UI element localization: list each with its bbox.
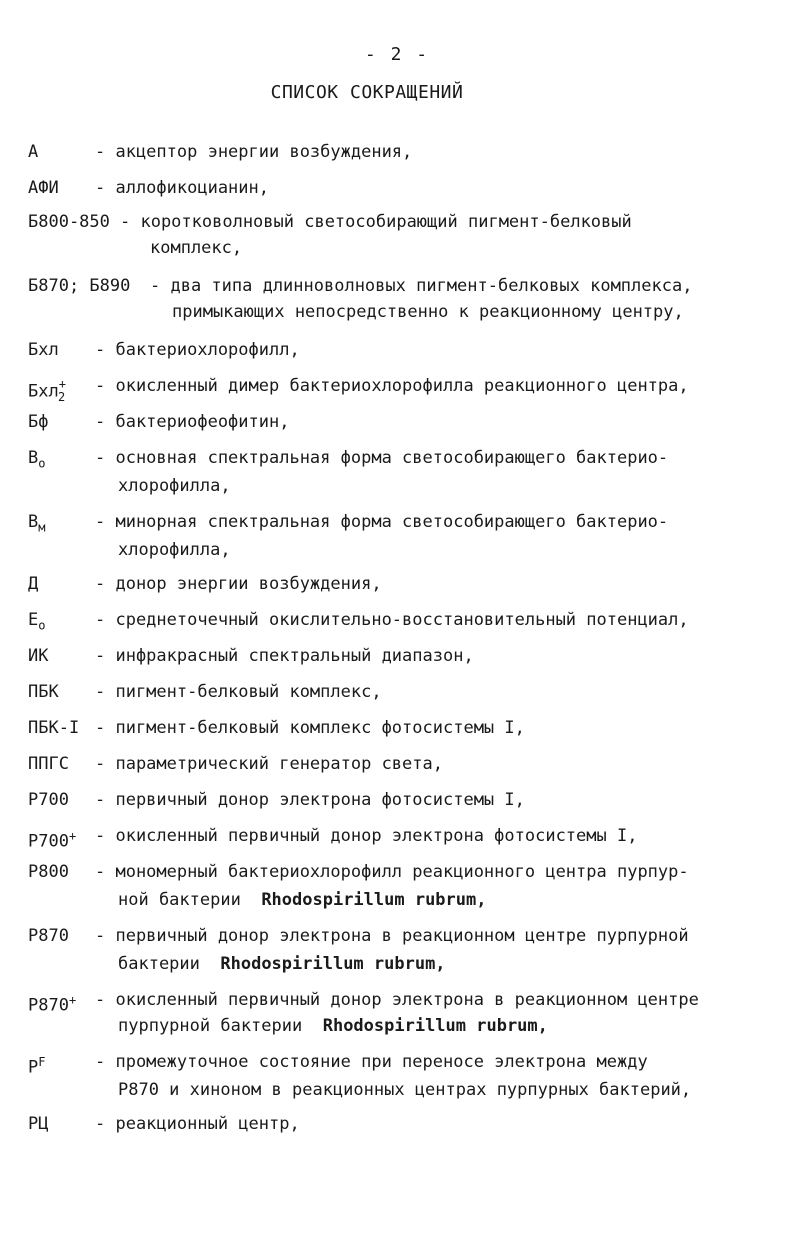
term: Р700 — [28, 790, 69, 810]
term-with-sup — [28, 826, 76, 852]
term-with-sub-sup — [28, 376, 73, 407]
definition-line: - аллофикоцианин, — [95, 178, 269, 198]
term: ПБК — [28, 682, 59, 702]
definition-line: хлорофилла, — [118, 476, 231, 496]
subscript: о — [38, 456, 46, 471]
definition-line: - реакционный центр, — [95, 1114, 300, 1134]
definition-line: - бактериофеофитин, — [95, 412, 290, 432]
definition-line: - инфракрасный спектральный диапазон, — [95, 646, 474, 666]
term-text: Р700 — [28, 831, 69, 852]
superscript: + — [58, 377, 66, 391]
term: ИК — [28, 646, 49, 666]
definition-line: - мономерный бактериохлорофилл реакционного центра пурпур- — [95, 862, 689, 882]
definition-line: - окисленный димер бактериохлорофилла реакционного центра, — [95, 376, 689, 396]
definition-line — [118, 954, 446, 974]
definition-line: - окисленный первичный донор электрона фотосистемы I, — [95, 826, 638, 846]
definition-text: бактерии — [118, 954, 200, 974]
species-name: Rhodospirillum rubrum, — [261, 890, 487, 910]
definition-line: - промежуточное состояние при переносе электрона между — [95, 1052, 648, 1072]
definition-line: - минорная спектральная форма светособирающего бактерио- — [95, 512, 669, 532]
definition-line: - бактериохлорофилл, — [95, 340, 300, 360]
definition-line: - донор энергии возбуждения, — [95, 574, 382, 594]
term: А — [28, 142, 39, 162]
term-text: Е — [28, 610, 39, 630]
definition-line: примыкающих непосредственно к реакционному центру, — [172, 302, 684, 322]
term: Б870; Б890 — [28, 276, 131, 296]
term-text: В — [28, 512, 39, 532]
page-number: - 2 - — [364, 44, 430, 65]
species-name: Rhodospirillum rubrum, — [220, 954, 446, 974]
superscript: + — [68, 829, 77, 843]
definition-line: комплекс, — [150, 238, 243, 258]
term-text: Р — [28, 1057, 39, 1078]
definition-line — [118, 1016, 548, 1036]
definition-line: - пигмент-белковый комплекс, — [95, 682, 382, 702]
term: ППГС — [28, 754, 69, 774]
definition-line: - параметрический генератор света, — [95, 754, 443, 774]
term: Р800 — [28, 862, 69, 882]
term: Б800-850 — [28, 212, 110, 232]
definition-line: Р870 и хиноном в реакционных центрах пурпурных бактерий, — [118, 1080, 692, 1100]
definition-line: - акцептор энергии возбуждения, — [95, 142, 413, 162]
definition-line: - среднеточечный окислительно-восстановительный потенциал, — [95, 610, 689, 630]
species-name: Rhodospirillum rubrum, — [322, 1016, 548, 1036]
subscript: 2 — [57, 390, 66, 405]
term-text: В — [28, 448, 39, 468]
definition-line — [118, 890, 486, 910]
term: АФИ — [28, 178, 59, 198]
term-with-sup — [28, 1052, 45, 1078]
term: РЦ — [28, 1114, 49, 1134]
definition-line: - первичный донор электрона фотосистемы I, — [95, 790, 525, 810]
term: Бф — [28, 412, 49, 432]
definition-line: - окисленный первичный донор электрона в реакционном центре — [95, 990, 699, 1010]
subscript: о — [38, 618, 46, 633]
term-with-sub — [28, 448, 45, 473]
term-with-sub — [28, 512, 45, 537]
term-text: Р870 — [28, 995, 69, 1016]
term: ПБК-I — [28, 718, 80, 738]
term: Бхл — [28, 340, 59, 360]
subscript: м — [38, 520, 46, 535]
definition-line: - первичный донор электрона в реакционном центре пурпурной — [95, 926, 689, 946]
definition-line: - основная спектральная форма светособирающего бактерио- — [95, 448, 669, 468]
term: Д — [28, 574, 39, 594]
definition-line: - пигмент-белковый комплекс фотосистемы I, — [95, 718, 525, 738]
definition-line: - коротковолновый светособирающий пигмент-белковый — [120, 212, 632, 232]
definition-text: ной бактерии — [118, 890, 241, 910]
superscript: + — [68, 993, 77, 1007]
term-with-sub — [28, 610, 45, 635]
definition-line: - два типа длинноволновых пигмент-белковых комплекса, — [150, 276, 693, 296]
term: Р870 — [28, 926, 69, 946]
term-with-sup — [28, 990, 76, 1016]
superscript: F — [38, 1055, 46, 1069]
definition-line: хлорофилла, — [118, 540, 231, 560]
page-title: СПИСОК СОКРАЩЕНИЙ — [270, 82, 464, 103]
definition-text: пурпурной бактерии — [118, 1016, 303, 1036]
term-text: Бхл — [28, 381, 59, 402]
